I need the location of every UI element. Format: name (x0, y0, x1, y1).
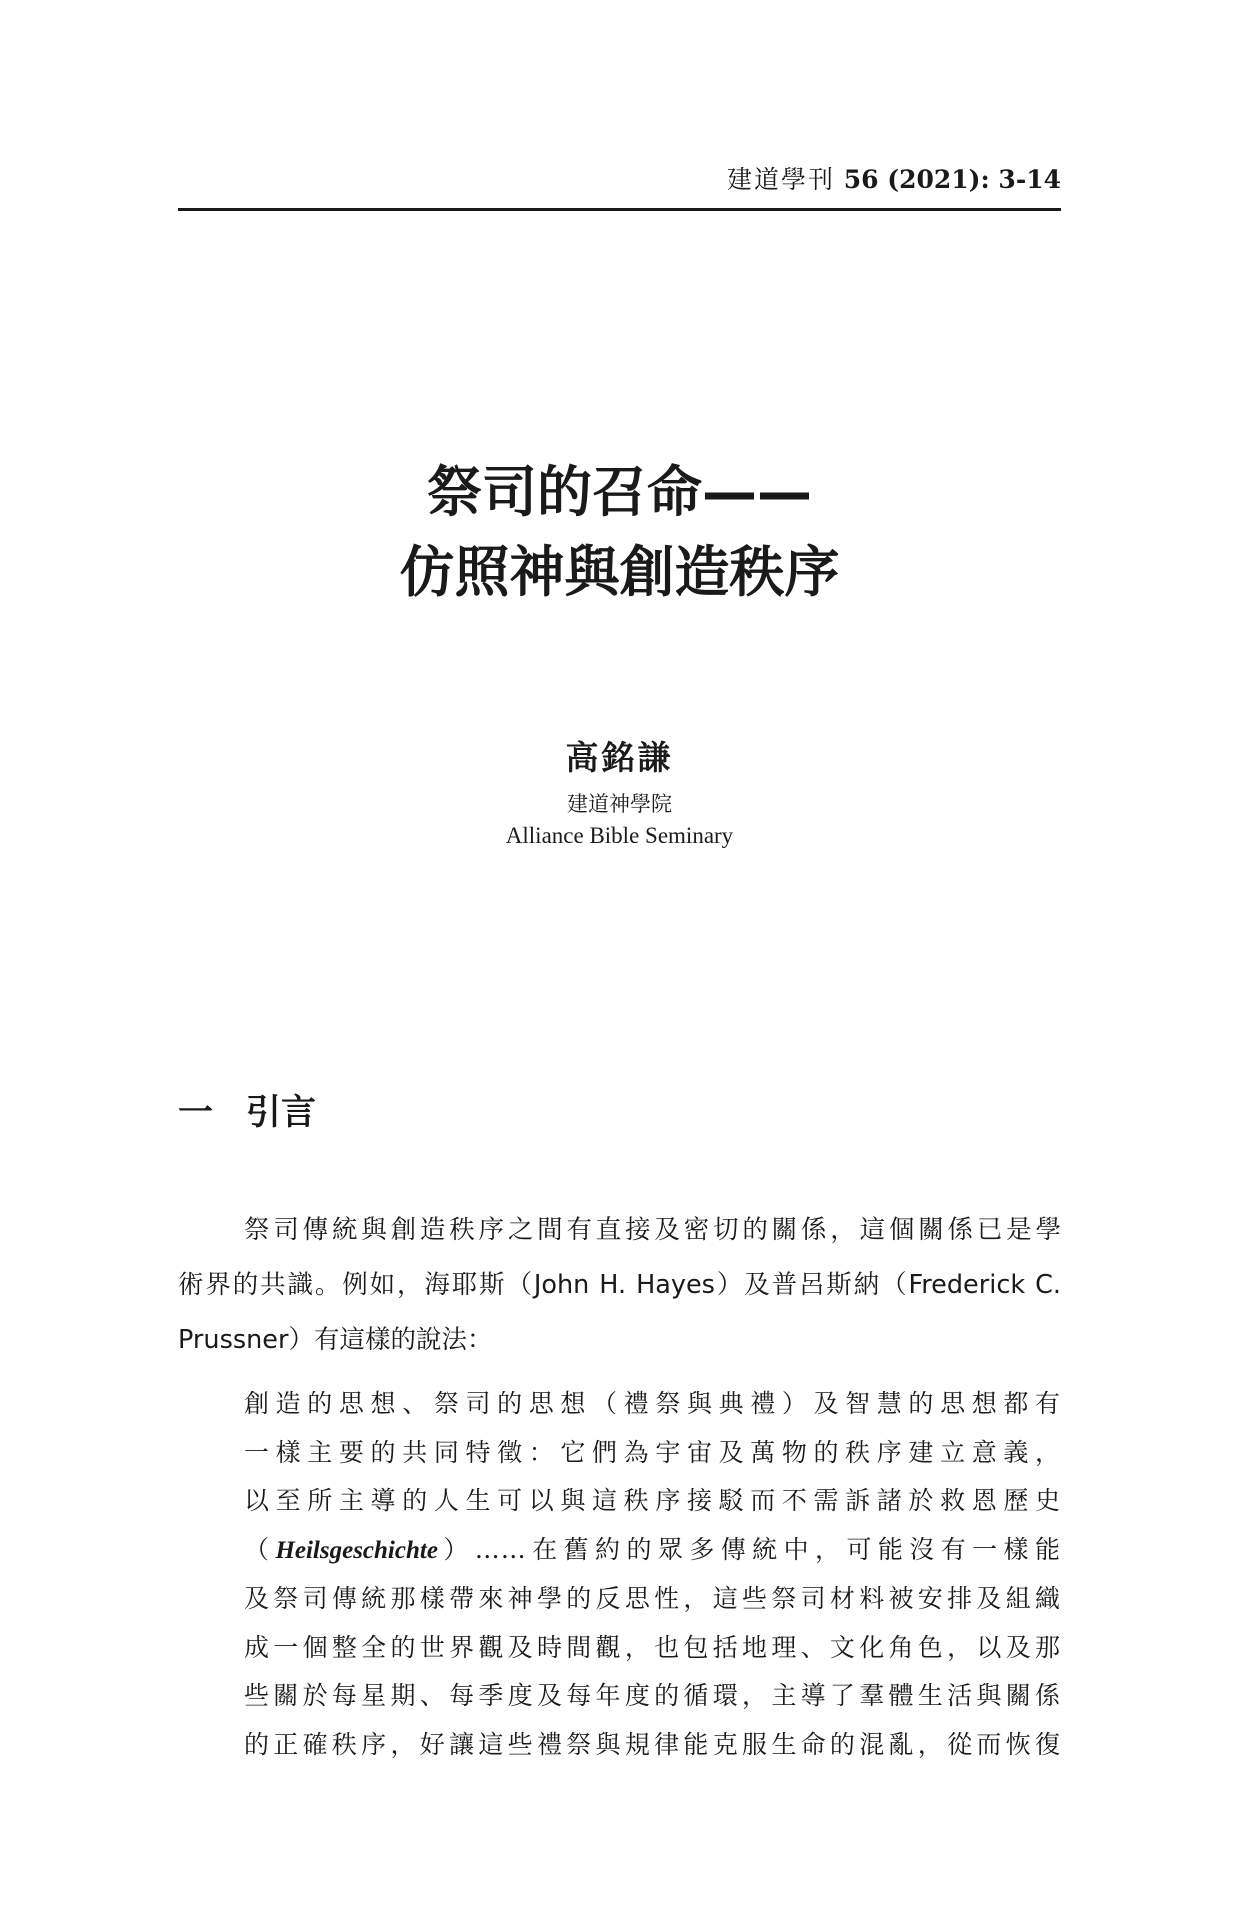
section-number: 一 (178, 1093, 214, 1133)
section-heading (178, 1083, 316, 1143)
header-rule (178, 208, 1061, 211)
quote-line: 成一個整全的世界觀及時間觀，也包括地理、文化角色，以及那 (244, 1632, 1061, 1662)
quote-german-term: Heilsgeschichte (275, 1536, 438, 1564)
quote-line: 一樣主要的共同特徵：它們為宇宙及萬物的秩序建立意義， (244, 1437, 1061, 1467)
title-line-2: 仿照神與創造秩序 (399, 540, 840, 604)
quote-line: 及祭司傳統那樣帶來神學的反思性，這些祭司材料被安排及組織 (244, 1584, 1061, 1613)
affiliation-english: Alliance Bible Seminary (505, 823, 734, 848)
quote-line: 以至所主導的人生可以與這秩序接駁而不需訴諸於救恩歷史 (244, 1486, 1061, 1515)
journal-citation: 56 (2021): 3-14 (843, 165, 1061, 194)
affiliation-chinese: 建道神學院 (567, 792, 672, 816)
paragraph-line: 術界的共識。例如，海耶斯（John H. Hayes）及普呂斯納（Frederick C. (178, 1270, 1061, 1300)
quote-paren-open: （ (244, 1534, 276, 1564)
quote-line: 些關於每星期、每季度及每年度的循環，主導了羣體生活與關係 (244, 1681, 1061, 1710)
quote-line-rest: ）……在舊約的眾多傳統中，可能沒有一樣能 (437, 1534, 1061, 1564)
running-header (178, 160, 1061, 200)
title-line-1: 祭司的召命—— (426, 460, 812, 524)
section-title: 引言 (246, 1093, 317, 1133)
body-paragraph (178, 1203, 1061, 1368)
quote-line (244, 1526, 1061, 1576)
journal-name: 建道學刊 (727, 165, 836, 194)
paragraph-line: Prussner）有這樣的說法： (178, 1325, 493, 1355)
paragraph-line: 祭司傳統與創造秩序之間有直接及密切的關係，這個關係已是學 (244, 1215, 1061, 1245)
author-block (178, 733, 1061, 851)
quote-line: 的正確秩序，好讓這些禮祭與規律能克服生命的混亂，從而恢復 (244, 1729, 1061, 1759)
block-quote (244, 1380, 1061, 1769)
author-name: 高銘謙 (565, 738, 674, 777)
article-title (178, 452, 1061, 612)
quote-line: 創造的思想、祭司的思想（禮祭與典禮）及智慧的思想都有 (244, 1389, 1061, 1418)
